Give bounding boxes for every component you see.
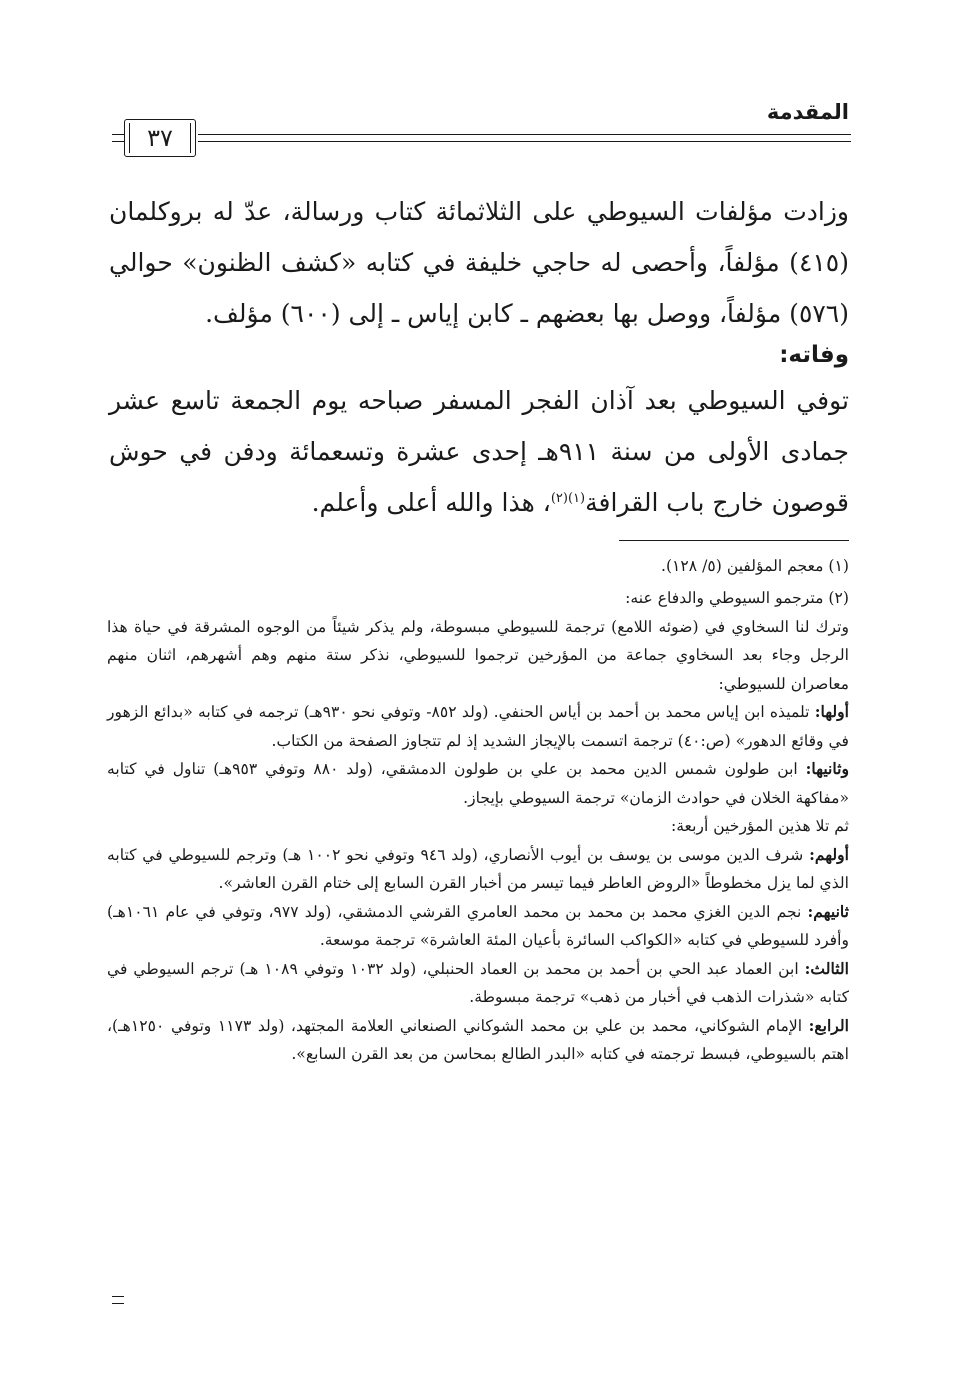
footnote-ref-1[interactable]: (١) (567, 491, 586, 506)
footnote-item (107, 898, 849, 955)
page-number-frame (124, 119, 196, 157)
footnote-2 (107, 584, 849, 1069)
header-rule-lower (198, 141, 851, 142)
footnote-item-text: ابن طولون شمس الدين محمد بن علي بن طولون الدمشقي، (ولد ٨٨٠ وتوفي ٩٥٣هـ) تناول في كتابه «مفاكهة الخلان في حوادث الزمان» ترجمة السيوطي بإيجاز. (107, 760, 849, 807)
footnote-item-lead: أولها: (814, 702, 850, 721)
header-rule-left-lower (112, 141, 124, 142)
footnote-item (107, 955, 849, 1012)
footnote-text: (١) معجم المؤلفين (٥/ ١٢٨). (660, 557, 849, 575)
body-paragraph-2 (109, 375, 849, 528)
footnote-item-text: شرف الدين موسى بن يوسف بن أيوب الأنصاري، (ولد ٩٤٦ وتوفي نحو ١٠٠٢ هـ) وترجم للسيوطي في كتابه الذي لما يزل مخطوطاً «الروض العاطر فيما تيسر من أخبار القرن السابع إلى ختام القرن العاشر». (107, 845, 849, 892)
footnote-1 (107, 552, 849, 581)
footnote-separator (619, 540, 849, 541)
footnote-item-lead: ثانيهم: (807, 901, 850, 921)
footnote-item-lead: الثالث: (804, 958, 850, 978)
paragraph-text-main: توفي السيوطي بعد آذان الفجر المسفر صباحه يوم الجمعة تاسع عشر جمادى الأولى من سنة ٩١١هـ إحدى عشرة وتسعمائة ودفن في حوش قوصون خارج باب القرافة (109, 386, 850, 517)
footnote-title: (٢) مترجمو السيوطي والدفاع عنه: (625, 589, 849, 607)
header-rule (198, 134, 851, 135)
footnote-item (107, 698, 849, 755)
footnote-item-lead: أولهم: (809, 844, 849, 864)
paragraph-text-end: ، هذا والله أعلى وأعلم. (311, 488, 551, 517)
paragraph-text (109, 375, 849, 528)
footnote-bridge: ثم تلا هذين المؤرخين أربعة: (670, 817, 849, 835)
footnote-item (107, 755, 849, 812)
page-number: ٣٧ (147, 124, 173, 152)
body-paragraph-1 (109, 186, 849, 339)
header-rule-left (112, 134, 124, 135)
paragraph-text: وزادت مؤلفات السيوطي على الثلاثمائة كتاب ورسالة، عدّ له بروكلمان (٤١٥) مؤلفاً، وأحصى له حاجي خليفة في كتابه «كشف الظنون» حوالي (٥٧٦) مؤلفاً، ووصل بها بعضهم ـ كابن إياس ـ إلى (٦٠٠) مؤلف. (109, 197, 849, 328)
footnote-item-lead: وثانيها: (805, 759, 849, 778)
section-heading: وفاته: (779, 342, 849, 368)
footnote-item-text: نجم الدين الغزي محمد بن محمد بن محمد العامري القرشي الدمشقي، (ولد ٩٧٧، وتوفي في عام ١٠٦١هـ) وأفرد للسيوطي في كتابه «الكواكب السائرة بأعيان المئة العاشرة» ترجمة موسعة. (107, 902, 849, 949)
bottom-ornament (112, 1296, 124, 1304)
footnote-item (107, 841, 849, 898)
footnote-paragraph: وترك لنا السخاوي في (ضوئه اللامع) ترجمة للسيوطي مبسوطة، ولم يذكر شيئاً من الوجوه المشرقة في حياة هذا الرجل وجاء بعد السخاوي جماعة من المؤرخين ترجموا للسيوطي، نذكر ستة منهم وهم أشهرهم، اثنان منهم معاصران للسيوطي: (107, 617, 849, 693)
footnote-item-text: تلميذه ابن إياس محمد بن أحمد بن أياس الحنفي. (ولد ٨٥٢- وتوفي نحو ٩٣٠هـ) ترجمه في كتابه «بدائع الزهور في وقائع الدهور» (ص:٤٠) ترجمة اتسمت بالإيجاز الشديد إذ لم تتجاوز الصفحة من الكتاب. (107, 703, 849, 750)
footnote-item (107, 1012, 849, 1069)
footnote-item-text: ابن العماد عبد الحي بن أحمد بن محمد بن العماد الحنبلي، (ولد ١٠٣٢ وتوفي ١٠٨٩ هـ) ترجم السيوطي في كتابه «شذرات الذهب في أخبار من ذهب» ترجمة مبسوطة. (107, 959, 849, 1006)
running-title: المقدمة (766, 100, 849, 124)
footnote-ref-2[interactable]: (٢) (550, 491, 568, 506)
footnote-item-text: الإمام الشوكاني، محمد بن علي بن محمد الشوكاني الصنعاني العلامة المجتهد، (ولد ١١٧٣ وتوفي ١٢٥٠هـ)، اهتم بالسيوطي، فبسط ترجمته في كتابه «البدر الطالع بمحاسن من بعد القرن السابع». (107, 1016, 849, 1063)
footnote-item-lead: الرابع: (808, 1015, 849, 1035)
